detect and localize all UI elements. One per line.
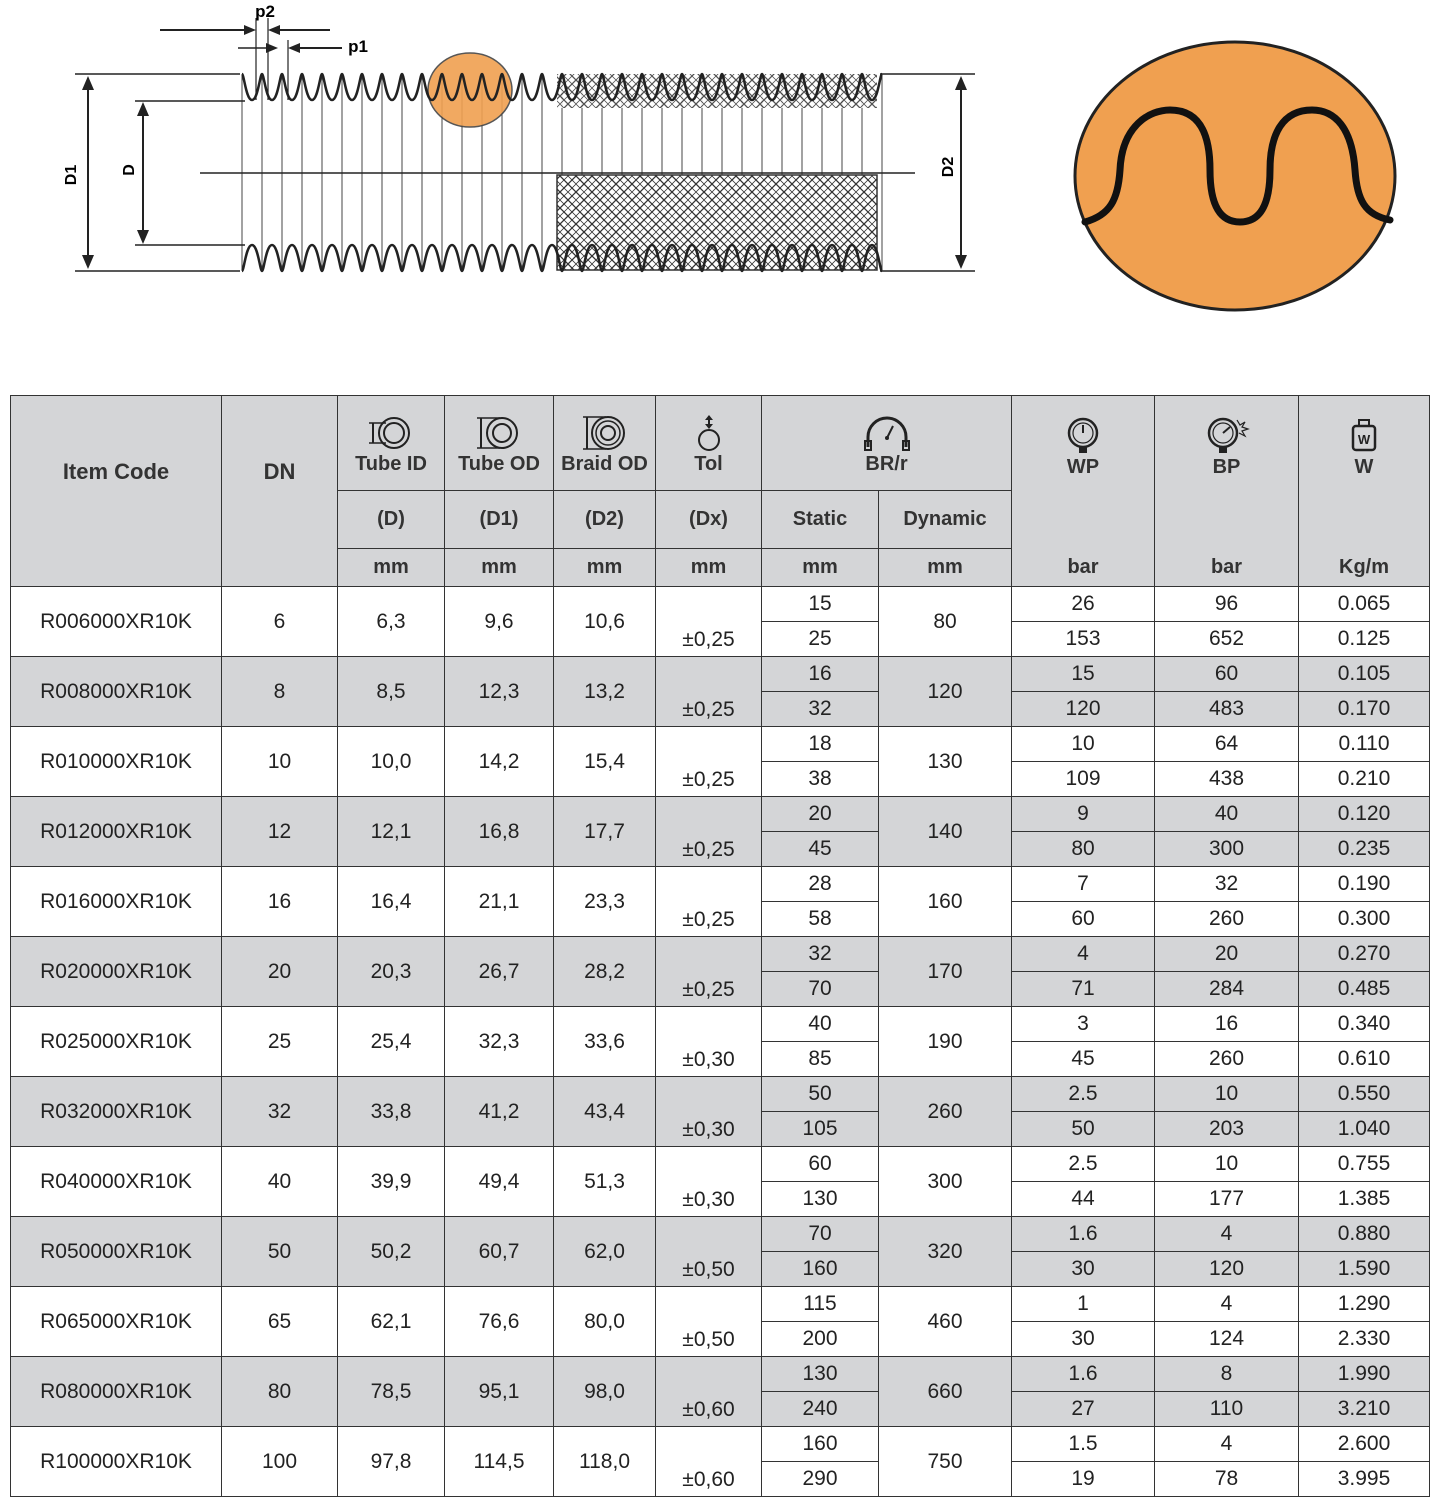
bp-cell: 4 [1155,1217,1299,1252]
weight-cell: 0.755 [1299,1147,1430,1182]
tol-value: 0,50 [693,1328,735,1351]
wp-cell: 2.5 [1012,1077,1155,1112]
tol-cell [656,937,762,1007]
wp-cell: 153 [1012,622,1155,657]
plus-minus-symbol: ± [682,908,694,931]
static-br-cell: 16 [762,657,879,692]
weight-cell: 0.210 [1299,762,1430,797]
bend-radius-gauge-icon [862,413,912,453]
plus-minus-symbol: ± [682,1258,694,1281]
bp-cell: 110 [1155,1392,1299,1427]
header-tube-id [338,396,445,491]
weight-cell: 0.170 [1299,692,1430,727]
weight-cell: 0.190 [1299,867,1430,902]
plus-minus-symbol: ± [682,768,694,791]
wp-cell: 7 [1012,867,1155,902]
tube-od-cell: 9,6 [445,587,554,657]
dn-cell: 10 [222,727,338,797]
dynamic-br-cell: 320 [879,1217,1012,1287]
bp-cell: 483 [1155,692,1299,727]
bp-cell: 260 [1155,902,1299,937]
static-br-cell: 105 [762,1112,879,1147]
wp-cell: 30 [1012,1252,1155,1287]
dn-cell: 65 [222,1287,338,1357]
weight-cell: 2.330 [1299,1322,1430,1357]
braid-od-cell: 15,4 [554,727,656,797]
tube-id-cell: 20,3 [338,937,445,1007]
weight-cell: 0.065 [1299,587,1430,622]
weight-cell: 0.105 [1299,657,1430,692]
item-code-cell: R100000XR10K [11,1427,222,1497]
label-d: D [121,164,138,176]
header-tol-label: Tol [694,452,723,475]
static-br-cell: 200 [762,1322,879,1357]
wp-cell: 1.5 [1012,1427,1155,1462]
plus-minus-symbol: ± [682,1328,694,1351]
static-br-cell: 70 [762,1217,879,1252]
unit-tube-id: mm [338,549,445,587]
item-code-cell: R065000XR10K [11,1287,222,1357]
weight-cell: 2.600 [1299,1427,1430,1462]
item-code-cell: R032000XR10K [11,1077,222,1147]
tol-cell [656,727,762,797]
braid-od-cell: 10,6 [554,587,656,657]
static-br-cell: 160 [762,1252,879,1287]
dynamic-br-cell: 170 [879,937,1012,1007]
weight-cell: 1.385 [1299,1182,1430,1217]
dn-cell: 100 [222,1427,338,1497]
wp-cell: 2.5 [1012,1147,1155,1182]
braid-od-cell: 62,0 [554,1217,656,1287]
header-wp-label: WP [1066,456,1100,478]
braid-od-cell: 43,4 [554,1077,656,1147]
tol-cell [656,867,762,937]
unit-bp: bar [1155,549,1299,587]
item-code-cell: R080000XR10K [11,1357,222,1427]
dynamic-br-cell: 160 [879,867,1012,937]
item-code-cell: R008000XR10K [11,657,222,727]
label-p2: p2 [255,2,275,21]
unit-braid-od: mm [554,549,656,587]
tube-id-cell: 6,3 [338,587,445,657]
wp-cell: 109 [1012,762,1155,797]
sym-d1: (D1) [445,491,554,549]
header-wp [1012,396,1155,549]
bp-cell: 120 [1155,1252,1299,1287]
bp-cell: 40 [1155,797,1299,832]
static-br-cell: 130 [762,1182,879,1217]
plus-minus-symbol: ± [682,838,694,861]
tube-id-cell: 16,4 [338,867,445,937]
bp-cell: 4 [1155,1427,1299,1462]
item-code-cell: R016000XR10K [11,867,222,937]
wp-cell: 44 [1012,1182,1155,1217]
label-d2: D2 [940,156,957,178]
braid-od-cell: 51,3 [554,1147,656,1217]
wp-cell: 9 [1012,797,1155,832]
dynamic-br-cell: 140 [879,797,1012,867]
bp-cell: 260 [1155,1042,1299,1077]
unit-w: Kg/m [1299,549,1430,587]
table-row [11,657,1430,692]
wp-cell: 71 [1012,972,1155,1007]
bp-cell: 60 [1155,657,1299,692]
wp-cell: 1 [1012,1287,1155,1322]
static-br-cell: 160 [762,1427,879,1462]
bp-cell: 32 [1155,867,1299,902]
weight-cell: 1.290 [1299,1287,1430,1322]
dn-cell: 40 [222,1147,338,1217]
static-br-cell: 20 [762,797,879,832]
bp-cell: 16 [1155,1007,1299,1042]
item-code-cell: R010000XR10K [11,727,222,797]
tol-value: 0,25 [693,978,735,1001]
tolerance-icon [694,413,724,453]
tube-id-cell: 39,9 [338,1147,445,1217]
unit-tube-od: mm [445,549,554,587]
wp-cell: 27 [1012,1392,1155,1427]
wp-cell: 1.6 [1012,1357,1155,1392]
weight-cell: 0.610 [1299,1042,1430,1077]
bp-cell: 177 [1155,1182,1299,1217]
item-code-cell: R020000XR10K [11,937,222,1007]
table-row [11,1357,1430,1392]
wp-cell: 26 [1012,587,1155,622]
static-br-cell: 290 [762,1462,879,1497]
static-br-cell: 32 [762,692,879,727]
bp-cell: 8 [1155,1357,1299,1392]
bp-cell: 20 [1155,937,1299,972]
table-row [11,1007,1430,1042]
svg-text:W: W [1357,432,1371,447]
item-code-cell: R025000XR10K [11,1007,222,1077]
table-row [11,1427,1430,1462]
tol-cell [656,657,762,727]
weight-cell: 1.590 [1299,1252,1430,1287]
tol-cell [656,1357,762,1427]
weight-cell: 0.550 [1299,1077,1430,1112]
weight-cell: 0.125 [1299,622,1430,657]
wp-cell: 19 [1012,1462,1155,1497]
bp-cell: 10 [1155,1077,1299,1112]
weight-cell: 0.880 [1299,1217,1430,1252]
dynamic-br-cell: 80 [879,587,1012,657]
weight-cell: 0.270 [1299,937,1430,972]
label-d1: D1 [63,164,80,186]
dn-cell: 16 [222,867,338,937]
header-bend-radius-label: BR/r [865,452,908,475]
braid-od-cell: 33,6 [554,1007,656,1077]
bp-cell: 124 [1155,1322,1299,1357]
tube-id-cell: 10,0 [338,727,445,797]
tube-id-cell: 78,5 [338,1357,445,1427]
header-dynamic: Dynamic [879,491,1012,549]
weight-cell: 0.340 [1299,1007,1430,1042]
dynamic-br-cell: 460 [879,1287,1012,1357]
tube-id-cell: 50,2 [338,1217,445,1287]
dn-cell: 6 [222,587,338,657]
wp-cell: 30 [1012,1322,1155,1357]
bp-cell: 300 [1155,832,1299,867]
braid-od-cell: 118,0 [554,1427,656,1497]
dynamic-br-cell: 750 [879,1427,1012,1497]
table-row [11,1217,1430,1252]
bp-cell: 10 [1155,1147,1299,1182]
tube-od-cell: 60,7 [445,1217,554,1287]
table-row [11,1287,1430,1322]
static-br-cell: 25 [762,622,879,657]
static-br-cell: 38 [762,762,879,797]
static-br-cell: 28 [762,867,879,902]
tube-od-cell: 95,1 [445,1357,554,1427]
tube-od-cell: 41,2 [445,1077,554,1147]
bp-cell: 4 [1155,1287,1299,1322]
dn-cell: 50 [222,1217,338,1287]
plus-minus-symbol: ± [682,698,694,721]
static-br-cell: 32 [762,937,879,972]
tol-value: 0,25 [693,628,735,651]
wp-cell: 50 [1012,1112,1155,1147]
plus-minus-symbol: ± [682,628,694,651]
header-tol [656,396,762,491]
tol-cell [656,1427,762,1497]
bp-cell: 203 [1155,1112,1299,1147]
unit-dynamic: mm [879,549,1012,587]
dn-cell: 12 [222,797,338,867]
header-bp [1155,396,1299,549]
static-br-cell: 130 [762,1357,879,1392]
detail-highlight-circle [428,53,512,127]
item-code-cell: R040000XR10K [11,1147,222,1217]
bp-cell: 96 [1155,587,1299,622]
weight-cell: 3.995 [1299,1462,1430,1497]
tol-value: 0,25 [693,768,735,791]
table-row [11,587,1430,622]
static-br-cell: 70 [762,972,879,1007]
tol-cell [656,1287,762,1357]
tol-value: 0,25 [693,838,735,861]
table-row [11,867,1430,902]
static-br-cell: 60 [762,1147,879,1182]
tol-cell [656,587,762,657]
specification-table [10,395,1430,1497]
tube-id-icon [366,413,416,453]
weight-cell: 0.235 [1299,832,1430,867]
braid-od-cell: 80,0 [554,1287,656,1357]
sym-d: (D) [338,491,445,549]
wp-cell: 120 [1012,692,1155,727]
weight-icon [1349,416,1379,456]
header-bp-label: BP [1212,456,1241,478]
header-w [1299,396,1430,549]
tol-value: 0,30 [693,1118,735,1141]
plus-minus-symbol: ± [682,1048,694,1071]
tube-od-cell: 49,4 [445,1147,554,1217]
tube-od-cell: 26,7 [445,937,554,1007]
table-row [11,937,1430,972]
dynamic-br-cell: 660 [879,1357,1012,1427]
tube-id-cell: 12,1 [338,797,445,867]
tube-id-cell: 97,8 [338,1427,445,1497]
label-p1: p1 [348,37,368,56]
tube-od-cell: 12,3 [445,657,554,727]
item-code-cell: R006000XR10K [11,587,222,657]
table-row [11,727,1430,762]
tube-od-cell: 21,1 [445,867,554,937]
tube-od-cell: 76,6 [445,1287,554,1357]
dynamic-br-cell: 260 [879,1077,1012,1147]
tube-id-cell: 62,1 [338,1287,445,1357]
dn-cell: 80 [222,1357,338,1427]
plus-minus-symbol: ± [682,1188,694,1211]
table-row [11,1147,1430,1182]
header-dn: DN [222,396,338,549]
tol-cell [656,1077,762,1147]
header-bend-radius [762,396,1012,491]
dynamic-br-cell: 190 [879,1007,1012,1077]
tol-value: 0,30 [693,1048,735,1071]
tube-od-cell: 32,3 [445,1007,554,1077]
wp-cell: 15 [1012,657,1155,692]
braid-od-cell: 17,7 [554,797,656,867]
bp-cell: 652 [1155,622,1299,657]
static-br-cell: 18 [762,727,879,762]
tube-od-cell: 14,2 [445,727,554,797]
wp-cell: 3 [1012,1007,1155,1042]
tol-value: 0,50 [693,1258,735,1281]
braid-od-cell: 98,0 [554,1357,656,1427]
header-braid-od [554,396,656,491]
bp-cell: 64 [1155,727,1299,762]
pressure-gauge-icon [1065,416,1101,456]
static-br-cell: 50 [762,1077,879,1112]
plus-minus-symbol: ± [682,1468,694,1491]
weight-cell: 1.990 [1299,1357,1430,1392]
static-br-cell: 240 [762,1392,879,1427]
braid-od-cell: 23,3 [554,867,656,937]
table-row [11,1077,1430,1112]
tube-id-cell: 8,5 [338,657,445,727]
item-code-cell: R050000XR10K [11,1217,222,1287]
plus-minus-symbol: ± [682,978,694,1001]
dn-cell: 20 [222,937,338,1007]
table-row [11,797,1430,832]
wp-cell: 4 [1012,937,1155,972]
sym-d2: (D2) [554,491,656,549]
tol-value: 0,60 [693,1398,735,1421]
weight-cell: 3.210 [1299,1392,1430,1427]
tube-id-cell: 33,8 [338,1077,445,1147]
unit-wp: bar [1012,549,1155,587]
braid-od-cell: 28,2 [554,937,656,1007]
wp-cell: 1.6 [1012,1217,1155,1252]
wp-cell: 45 [1012,1042,1155,1077]
static-br-cell: 15 [762,587,879,622]
weight-cell: 1.040 [1299,1112,1430,1147]
item-code-cell: R012000XR10K [11,797,222,867]
static-br-cell: 45 [762,832,879,867]
tube-od-cell: 16,8 [445,797,554,867]
dynamic-br-cell: 120 [879,657,1012,727]
wp-cell: 10 [1012,727,1155,762]
static-br-cell: 115 [762,1287,879,1322]
tol-cell [656,1147,762,1217]
weight-cell: 0.300 [1299,902,1430,937]
braid-od-icon [580,413,630,453]
tube-id-cell: 25,4 [338,1007,445,1077]
tube-od-icon [474,413,524,453]
weight-cell: 0.485 [1299,972,1430,1007]
dn-cell: 8 [222,657,338,727]
tube-od-cell: 114,5 [445,1427,554,1497]
tol-cell [656,1217,762,1287]
bp-cell: 284 [1155,972,1299,1007]
header-braid-od-label: Braid OD [561,452,648,475]
static-br-cell: 40 [762,1007,879,1042]
dynamic-br-cell: 130 [879,727,1012,797]
tol-value: 0,25 [693,698,735,721]
plus-minus-symbol: ± [682,1118,694,1141]
wp-cell: 60 [1012,902,1155,937]
weight-cell: 0.120 [1299,797,1430,832]
header-static: Static [762,491,879,549]
sym-dx: (Dx) [656,491,762,549]
weight-cell: 0.110 [1299,727,1430,762]
hose-technical-diagram [0,0,1436,330]
tol-cell [656,1007,762,1077]
unit-tol: mm [656,549,762,587]
tol-cell [656,797,762,867]
header-tube-od-label: Tube OD [458,452,540,475]
tol-value: 0,60 [693,1468,735,1491]
header-w-label: W [1354,456,1374,478]
dn-cell: 25 [222,1007,338,1077]
tol-value: 0,30 [693,1188,735,1211]
static-br-cell: 85 [762,1042,879,1077]
wp-cell: 80 [1012,832,1155,867]
burst-gauge-icon [1203,416,1251,456]
bp-cell: 438 [1155,762,1299,797]
plus-minus-symbol: ± [682,1398,694,1421]
dynamic-br-cell: 300 [879,1147,1012,1217]
dn-cell: 32 [222,1077,338,1147]
header-tube-od [445,396,554,491]
static-br-cell: 58 [762,902,879,937]
bp-cell: 78 [1155,1462,1299,1497]
header-tube-id-label: Tube ID [355,452,427,475]
header-item-code: Item Code [11,396,222,549]
tol-value: 0,25 [693,908,735,931]
unit-static: mm [762,549,879,587]
braid-od-cell: 13,2 [554,657,656,727]
